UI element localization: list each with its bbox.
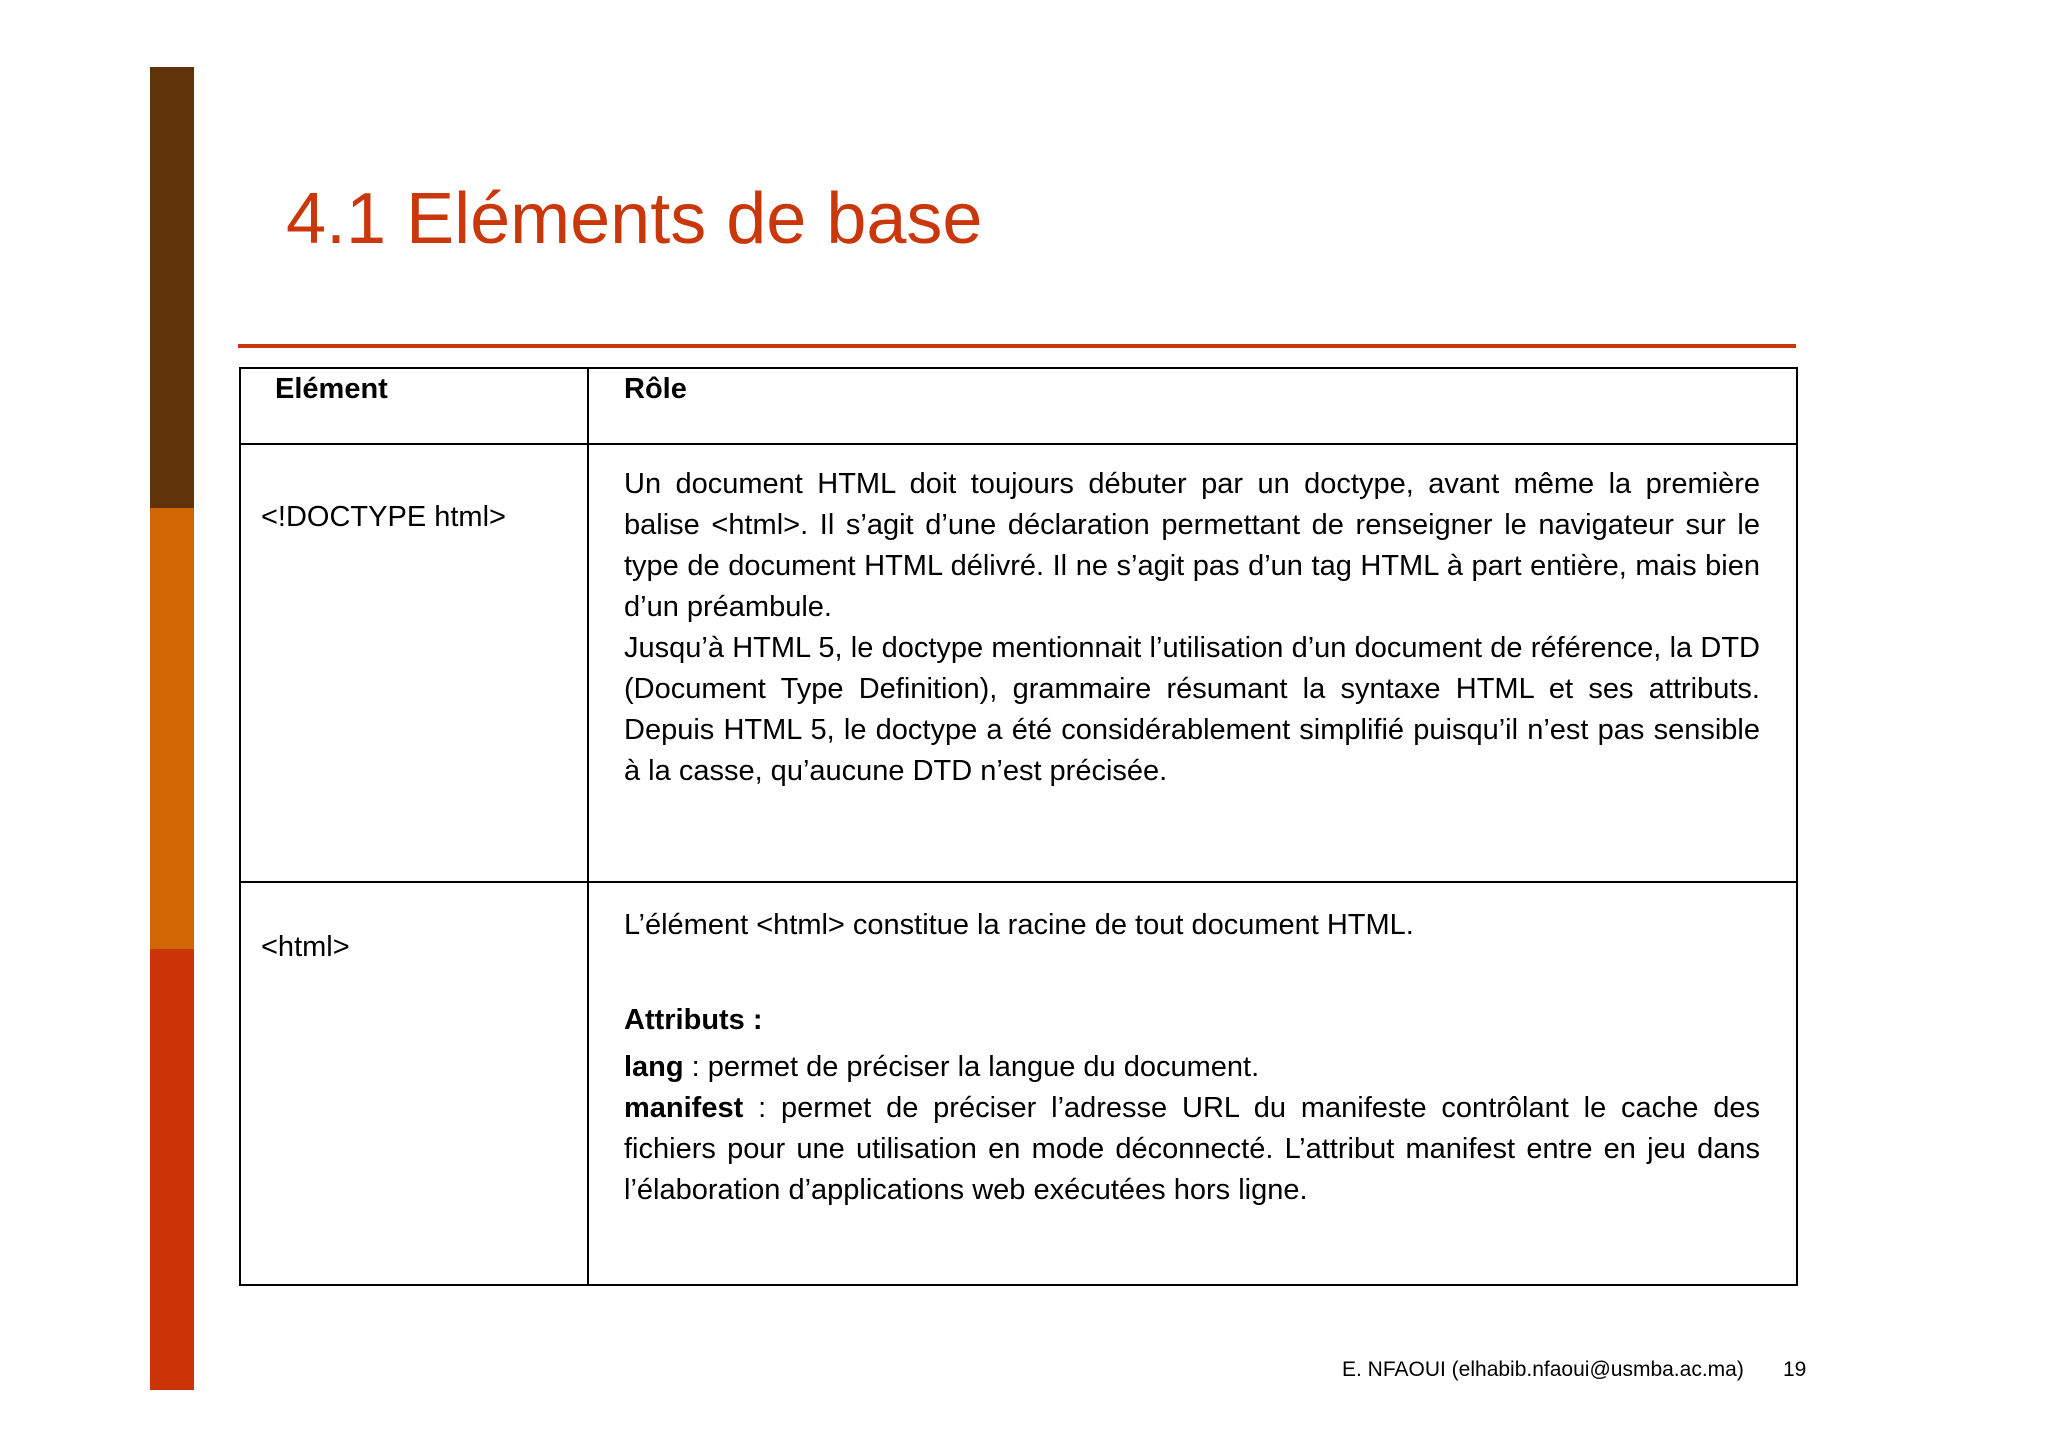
role-paragraph: Jusqu’à HTML 5, le doctype mentionnait l’utilisation d’un document de référence, la DTD (Document Type Definition), grammaire résumant la syntaxe HTML et ses attributs. Depuis HTML 5, le doctype a été considérablement simplifié puisqu’il n’est pas sensible à la casse, qu’aucune DTD n’est précisée. [624,632,1760,787]
footer-author: E. NFAOUI (elhabib.nfaoui@usmba.ac.ma) [1342,1358,1744,1381]
attribute-item [624,1088,1760,1211]
attribute-name: manifest [624,1092,744,1124]
element-cell: <!DOCTYPE html> [240,444,588,882]
role-cell [588,882,1797,1285]
attributes-heading: Attributs : [624,1004,763,1036]
attribute-description: : permet de préciser la langue du document. [683,1051,1260,1083]
title-underline [238,344,1796,348]
table-row [240,444,1797,882]
attribute-item [624,1047,1760,1088]
role-cell [588,444,1797,882]
column-header-element: Elément [240,368,588,444]
role-paragraph: Un document HTML doit toujours débuter par un doctype, avant même la première balise <html>. Il s’agit d’une déclaration permettant de renseigner le navigateur sur le type de document HTML délivré. Il ne s’agit pas d’un tag HTML à part entière, mais bien d’un préambule. [624,468,1760,623]
elements-table [239,367,1798,1286]
attribute-description: : permet de préciser l’adresse URL du manifeste contrôlant le cache des fichiers pour une utilisation en mode déconnecté. L’attribut manifest entre en jeu dans l’élaboration d’applications web exécutées hors ligne. [624,1092,1760,1206]
decorative-bar-bottom [150,949,194,1390]
slide-title: 4.1 Eléments de base [286,179,983,259]
decorative-bar-middle [150,508,194,949]
role-intro: L’élément <html> constitue la racine de tout document HTML. [624,909,1414,941]
table-header-row [240,368,1797,444]
table-row [240,882,1797,1285]
decorative-bar-top [150,67,194,508]
element-cell: <html> [240,882,588,1285]
column-header-role: Rôle [588,368,1797,444]
attribute-name: lang [624,1051,684,1083]
page-number: 19 [1783,1358,1807,1381]
